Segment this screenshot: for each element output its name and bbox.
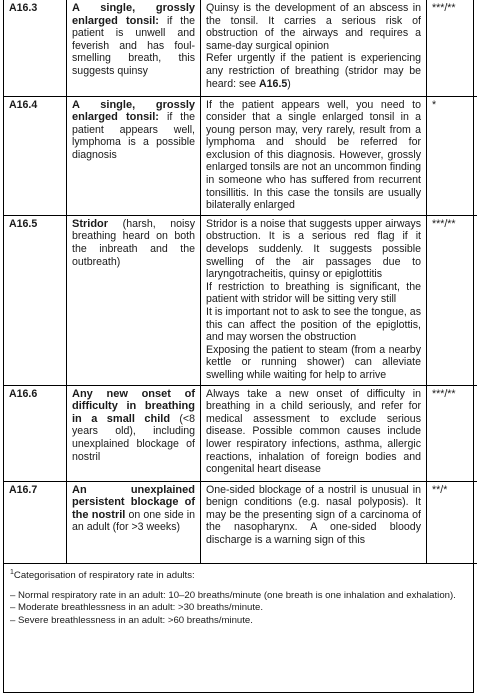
row-condition [67, 385, 201, 481]
row-rating: **/* [427, 481, 477, 563]
table-row [4, 385, 477, 481]
condition-detail: if the patient appears well, lymphoma is a possible diagnosis [72, 111, 195, 161]
advice-paragraph: Stridor is a noise that suggests upper airways obstruction. It is a serious red flag if it develops suddenly. It suggests possible swelling of the air passages due to laryngotracheitis, quinsy or epiglottitis [206, 217, 421, 281]
advice-text: Refer urgently if the patient is experiencing any restriction of breathing (stridor may be heard: see [206, 52, 421, 90]
condition-heading: Stridor [72, 217, 109, 230]
advice-paragraph: It is important not to ask to see the tongue, as this can affect the position of the epiglottis, and may worsen the obstruction [206, 306, 421, 344]
row-code: A16.6 [4, 385, 67, 481]
footnote-list [10, 590, 467, 627]
row-condition [67, 481, 201, 563]
red-flag-table [4, 0, 477, 564]
table-row [4, 215, 477, 385]
advice-paragraph: Quinsy is the development of an abscess in the tonsil. It carries a serious risk of obstruction of the airways and requires a same-day surgical opinion [206, 2, 421, 52]
advice-paragraph: Always take a new onset of difficulty in breathing in a child seriously, and refer for medical assessment to exclude serious disease. Possible common causes include lower respiratory infections, asthma, allergic reactions, inhalation of foreign bodies and congenital heart disease [206, 387, 421, 476]
row-advice [201, 0, 427, 96]
condition-heading: Any new onset of difficulty in breathing in a small child [72, 387, 195, 425]
row-rating: ***/** [427, 215, 477, 385]
advice-paragraph: Exposing the patient to steam (from a nearby kettle or running shower) can alleviate swelling while waiting for help to arrive [206, 343, 421, 381]
row-advice [201, 385, 427, 481]
advice-paragraph: One-sided blockage of a nostril is unusual in benign conditions (e.g. nasal polyposis). It may be the presenting sign of a carcinoma of the nasopharynx. A one-sided bloody discharge is a warning sign of this [206, 483, 421, 546]
advice-paragraph: If restriction to breathing is significant, the patient with stridor will be sitting very still [206, 280, 421, 306]
row-rating: * [427, 96, 477, 215]
document-page [3, 0, 474, 693]
row-rating: ***/** [427, 385, 477, 481]
footnote-title [10, 570, 467, 582]
footnote-item: – Severe breathlessness in an adult: >60 breaths/minute. [10, 614, 253, 626]
footnote-title-text: Categorisation of respiratory rate in adults: [13, 569, 195, 581]
footnote-item: – Moderate breathlessness in an adult: >30 breaths/minute. [10, 602, 264, 614]
footnote-marker: 1 [10, 568, 14, 576]
row-advice [201, 481, 427, 563]
row-code: A16.7 [4, 481, 67, 563]
advice-paragraph [206, 52, 421, 90]
row-advice [201, 215, 427, 385]
cross-reference-link[interactable]: A16.5 [259, 77, 288, 90]
footnote-item: – Normal respiratory rate in an adult: 10–20 breaths/minute (one breath is one inhalation and exhalation). [10, 589, 456, 601]
condition-detail: on one side in an adult (for >3 weeks) [72, 508, 195, 534]
condition-detail: if the patient is unwell and feverish and has foul-smelling breath, this suggests quinsy [72, 14, 195, 77]
condition-heading: A single, grossly enlarged tonsil: [72, 2, 195, 27]
table-row [4, 96, 477, 215]
condition-detail: (harsh, noisy breathing heard on both the inbreath and the outbreath) [72, 217, 195, 268]
condition-detail: (<8 years old), including unexplained blockage of nostril [72, 412, 195, 463]
row-condition [67, 96, 201, 215]
condition-heading: An unexplained persistent blockage of the nostril [72, 483, 195, 521]
table-row [4, 0, 477, 96]
footnote [4, 564, 473, 628]
row-code: A16.5 [4, 215, 67, 385]
row-code: A16.3 [4, 0, 67, 96]
table-row [4, 481, 477, 563]
row-rating: ***/** [427, 0, 477, 96]
advice-text-end: ) [287, 77, 291, 90]
condition-heading: A single, grossly enlarged tonsil: [72, 98, 195, 124]
table-body [4, 0, 477, 563]
row-condition [67, 215, 201, 385]
row-code: A16.4 [4, 96, 67, 215]
row-condition [67, 0, 201, 96]
advice-paragraph: If the patient appears well, you need to consider that a single enlarged tonsil in a young person may, very rarely, result from a lymphoma and should be referred for exclusion of this diagnosis. However, grossly enlarged tonsils are not an uncommon finding in someone who has suffered from recurrent tonsillitis. In this case the tonsils are usually bilaterally enlarged [206, 98, 421, 212]
row-advice [201, 96, 427, 215]
